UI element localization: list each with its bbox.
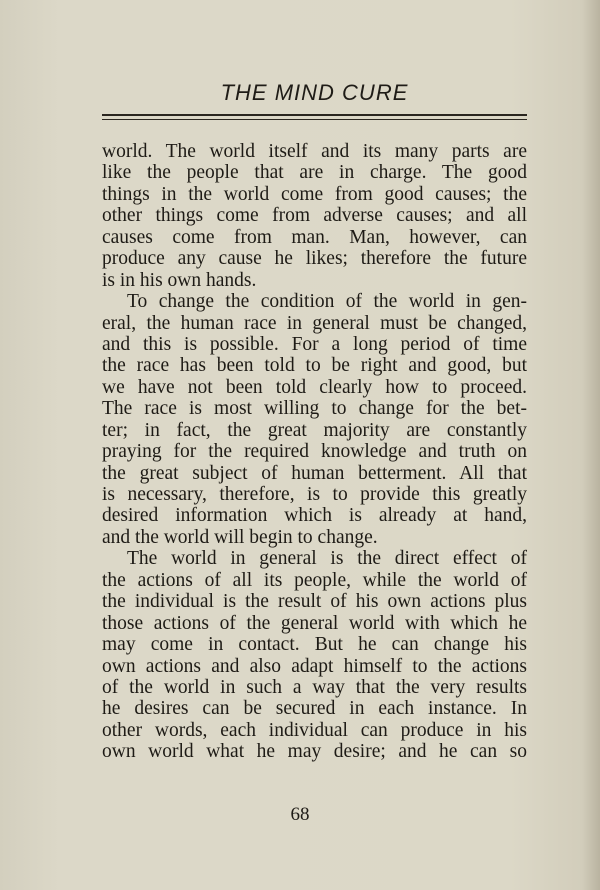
text-line: praying for the required knowledge and truth on [102, 441, 527, 463]
page-number: 68 [290, 804, 310, 825]
text-line: of the world in such a way that the very results [102, 676, 527, 698]
text-line: things in the world come from good causes; the [102, 183, 527, 205]
text-line: the race has been told to be right and good, but [102, 355, 527, 377]
text-line: other things come from adverse causes; and all [102, 205, 527, 227]
paragraph [102, 291, 527, 548]
header-rule-thin [102, 119, 527, 120]
body-text [102, 141, 527, 763]
text-line: ter; in fact, the great majority are constantly [102, 419, 527, 441]
text-line: and this is possible. For a long period of time [102, 333, 527, 355]
text-line: The race is most willing to change for the bet- [102, 398, 527, 420]
text-line: eral, the human race in general must be changed, [102, 312, 527, 334]
text-line: he desires can be secured in each instance. In [102, 698, 527, 720]
text-line: To change the condition of the world in gen- [127, 291, 527, 313]
paragraph [102, 141, 527, 291]
text-line: may come in contact. But he can change his [102, 634, 527, 656]
text-line: own actions and also adapt himself to the actions [102, 655, 527, 677]
text-line: we have not been told clearly how to proceed. [102, 376, 527, 398]
text-line: is in his own hands. [102, 269, 257, 291]
text-line: the great subject of human betterment. All that [102, 462, 527, 484]
text-line: produce any cause he likes; therefore the future [102, 248, 527, 270]
running-header: THE MIND CURE [220, 80, 409, 105]
text-line: own world what he may desire; and he can so [102, 741, 527, 763]
text-line: the individual is the result of his own actions plus [102, 591, 527, 613]
text-line: causes come from man. Man, however, can [102, 226, 527, 248]
text-line: those actions of the general world with which he [102, 612, 527, 634]
paragraph [102, 548, 527, 762]
text-line: The world in general is the direct effect of [127, 548, 527, 570]
text-line: other words, each individual can produce in his [102, 719, 527, 741]
text-line: world. The world itself and its many parts are [102, 141, 527, 162]
text-line: the actions of all its people, while the world of [102, 569, 527, 591]
text-line: desired information which is already at hand, [102, 505, 527, 527]
text-line: like the people that are in charge. The good [102, 162, 527, 184]
header-rule-thick [102, 114, 527, 116]
text-line: and the world will begin to change. [102, 526, 378, 548]
text-line: is necessary, therefore, is to provide this greatly [102, 484, 527, 505]
